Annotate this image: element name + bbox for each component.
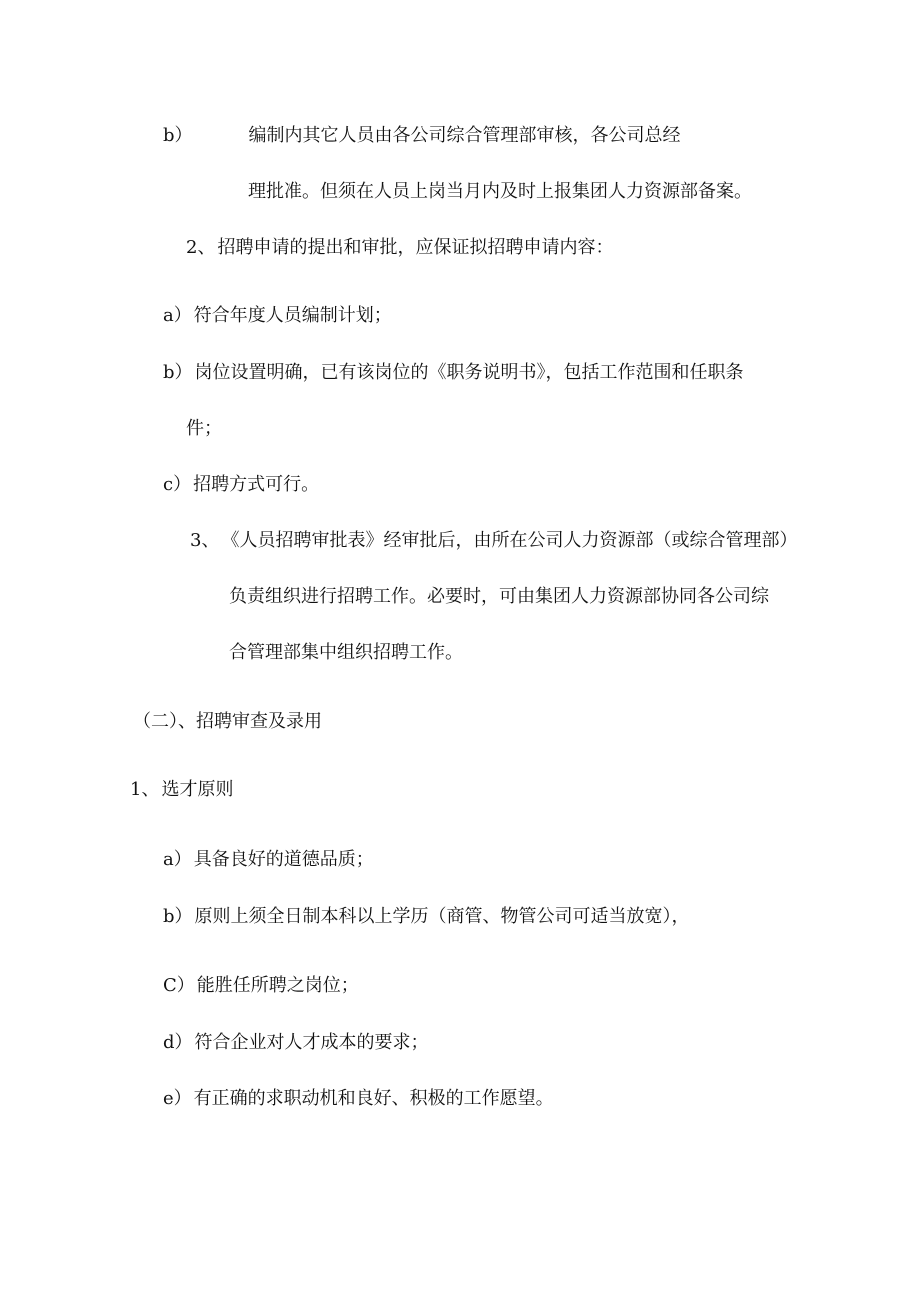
paragraph-text: 岗位设置明确，已有该岗位的《职务说明书》，包括工作范围和任职条 bbox=[194, 362, 744, 383]
paragraph-text: 编制内其它人员由各公司综合管理部审核，各公司总经 bbox=[248, 125, 681, 146]
list-marker: a） bbox=[163, 849, 192, 870]
list-marker: a） bbox=[163, 305, 192, 326]
item-3-approval-form-continued-2 bbox=[229, 641, 463, 665]
list-marker: d） bbox=[163, 1032, 193, 1053]
list-marker: b） bbox=[163, 906, 193, 927]
item-a-moral-quality bbox=[163, 848, 374, 872]
paragraph-text: 负责组织进行招聘工作。必要时，可由集团人力资源部协同各公司综 bbox=[229, 586, 769, 607]
section-heading-review-and-hiring bbox=[133, 710, 322, 734]
item-d-talent-cost bbox=[163, 1031, 429, 1055]
paragraph-text: 原则上须全日制本科以上学历（商管、物管公司可适当放宽）， bbox=[194, 906, 690, 927]
item-b-education bbox=[163, 905, 690, 929]
list-marker: e） bbox=[163, 1088, 192, 1109]
section-heading-text: （二）、招聘审查及录用 bbox=[133, 711, 322, 732]
paragraph-text: 合管理部集中组织招聘工作。 bbox=[229, 642, 463, 663]
paragraph-text: 理批准。但须在人员上岗当月内及时上报集团人力资源部备案。 bbox=[248, 181, 752, 202]
item-c-recruitment-method bbox=[163, 473, 319, 497]
item-b-staff-approval-continued bbox=[248, 180, 752, 204]
item-3-approval-form-continued-1 bbox=[229, 585, 769, 609]
item-e-motivation bbox=[163, 1087, 554, 1111]
list-marker: 1、 bbox=[130, 779, 160, 800]
list-marker: b） bbox=[163, 125, 193, 146]
paragraph-text: 符合企业对人才成本的要求； bbox=[194, 1032, 429, 1053]
list-marker: 2、 bbox=[186, 237, 216, 258]
item-c-competence bbox=[163, 974, 359, 998]
item-a-staffing-plan bbox=[163, 304, 392, 328]
paragraph-text: 有正确的求职动机和良好、积极的工作愿望。 bbox=[193, 1088, 554, 1109]
list-marker: 3、 bbox=[190, 530, 220, 551]
paragraph-text: 《人员招聘审批表》经审批后，由所在公司人力资源部（或综合管理部） bbox=[221, 530, 798, 551]
item-1-selection-principles bbox=[130, 778, 233, 802]
item-2-recruitment-application bbox=[186, 236, 613, 260]
item-3-approval-form bbox=[190, 529, 797, 553]
paragraph-text: 件； bbox=[186, 418, 222, 439]
item-b-position-setting bbox=[163, 361, 744, 385]
list-marker: C） bbox=[163, 975, 195, 996]
item-b-staff-approval bbox=[163, 124, 681, 148]
item-b-position-setting-continued bbox=[186, 417, 222, 441]
paragraph-text: 符合年度人员编制计划； bbox=[193, 305, 392, 326]
list-marker: b） bbox=[163, 362, 193, 383]
paragraph-text: 选才原则 bbox=[161, 779, 234, 800]
paragraph-text: 招聘申请的提出和审批，应保证拟招聘申请内容： bbox=[217, 237, 614, 258]
paragraph-text: 能胜任所聘之岗位； bbox=[196, 975, 359, 996]
list-marker: c） bbox=[163, 474, 192, 495]
paragraph-text: 招聘方式可行。 bbox=[193, 474, 320, 495]
paragraph-text: 具备良好的道德品质； bbox=[193, 849, 374, 870]
